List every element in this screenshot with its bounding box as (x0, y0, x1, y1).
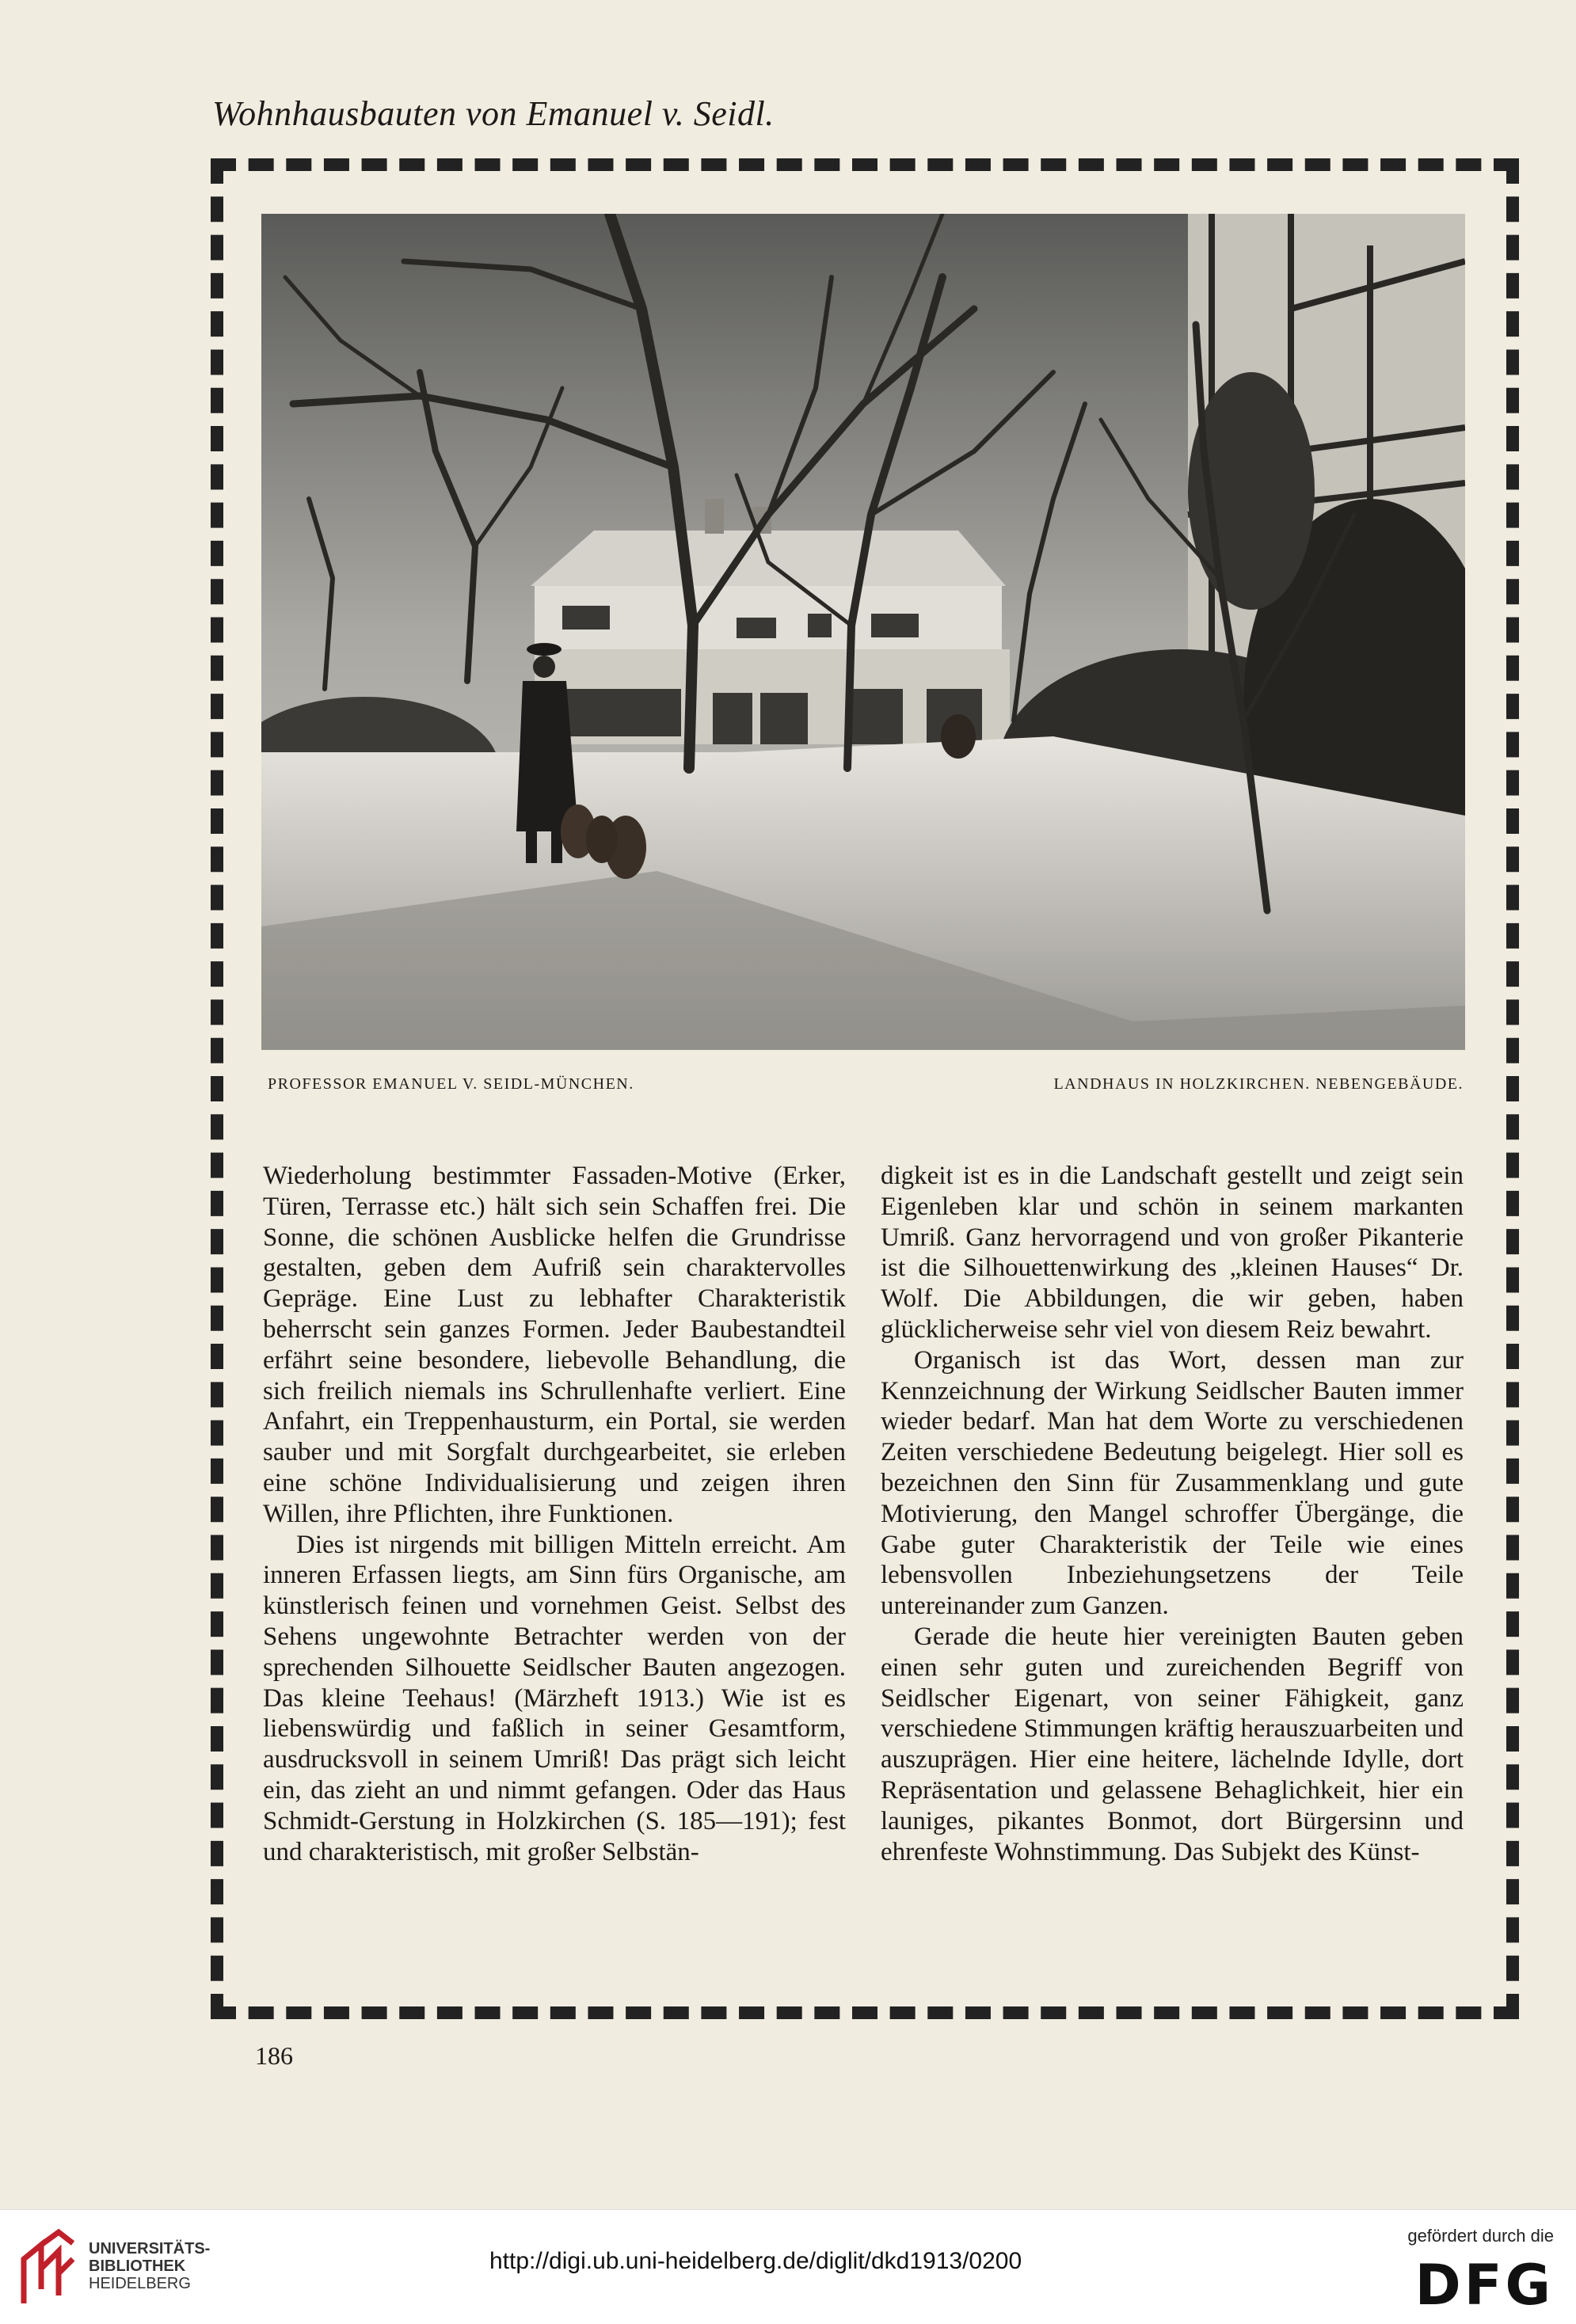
photograph-landhaus-holzkirchen (261, 214, 1465, 1050)
permalink-url[interactable]: http://digi.ub.uni-heidelberg.de/diglit/dkd1913/0200 (489, 2248, 1022, 2274)
library-name-line: BIBLIOTHEK (89, 2257, 186, 2275)
library-name-line: UNIVERSITÄTS- (89, 2240, 211, 2257)
paragraph: Wiederholung bestimmter Fassaden-Motive (Erker, Türen, Terrasse etc.) hält sich sein Schaffen frei. Die Sonne, die schönen Ausblicke helfen die Grundrisse gestalten, geben dem Aufriß sein charaktervolles Gepräge. Eine Lust zu lebhafter Charakteristik beherrscht sein ganzes Formen. Jeder Baubestandteil erfährt seine besondere, liebevolle Behandlung, die sich freilich niemals ins Schrullenhafte verliert. Eine Anfahrt, ein Treppenhausturm, ein Portal, sie werden sauber und mit Sorgfalt durchgearbeitet, sie erleben eine schöne Individualisierung und zeigen ihren Willen, ihre Pflichten, ihre Funktionen. (263, 1162, 846, 1528)
funded-by-label: gefördert durch die (1407, 2226, 1554, 2246)
figure-caption-right: LANDHAUS IN HOLZKIRCHEN. NEBENGEBÄUDE. (1053, 1075, 1464, 1093)
paragraph: Gerade die heute hier vereinigten Bauten geben einen sehr guten und zureichenden Begriff von Seidlscher Eigenart, von seiner Fähigkeit, ganz verschiedene Stimmungen kräftig herauszuarbeiten und auszuprägen. Hier eine heitere, lächelnde Idylle, dort Repräsentation und gelassene Behaglichkeit, hier ein launiges, pikantes Bonmot, dort Bürgersinn und ehrenfeste Wohnstimmung. Das Subjekt des Künst- (881, 1622, 1464, 1866)
figure-caption-left: PROFESSOR EMANUEL V. SEIDL-MÜNCHEN. (268, 1075, 634, 1093)
page-number: 186 (255, 2041, 293, 2070)
text-column-right (881, 1161, 1464, 1867)
running-head: Wohnhausbauten von Emanuel v. Seidl. (212, 94, 775, 133)
library-name-line: HEIDELBERG (89, 2275, 191, 2292)
dfg-logo: DFG (1414, 2253, 1554, 2318)
paragraph: Organisch ist das Wort, dessen man zur Kennzeichnung der Wirkung Seidlscher Bauten immer wieder bedarf. Man hat dem Worte zu verschiedenen Zeiten verschiedene Bedeutung beigelegt. Hier soll es bezeichnen den Sinn für Zusammenklang und gute Motivierung, den Mangel schroffer Übergänge, die Gabe guter Charakteristik der Teile wie eines lebensvollen Inbeziehungsetzens der Teile untereinander zum Ganzen. (881, 1345, 1464, 1621)
university-library-logo-icon (17, 2227, 78, 2310)
library-name (89, 2240, 210, 2292)
paragraph: digkeit ist es in die Landschaft gestellt und zeigt sein Eigenleben klar und schön in seinem markanten Umriß. Ganz hervorragend und von großer Pikanterie ist die Silhouettenwirkung des „kleinen Hauses“ Dr. Wolf. Die Abbildungen, die wir geben, haben glücklicherweise sehr viel von diesem Reiz bewahrt. (881, 1162, 1464, 1344)
paragraph: Dies ist nirgends mit billigen Mitteln erreicht. Am inneren Erfassen liegts, am Sinn fürs Organische, am künstlerisch feinen und vornehmen Geist. Selbst des Sehens ungewohnte Betrachter werden von der sprechenden Silhouette Seidlscher Bauten angezogen. Das kleine Teehaus! (Märzheft 1913.) Wie ist es liebenswürdig und faßlich in seiner Gesamtform, ausdrucksvoll in seinem Umriß! Das prägt sich leicht ein, das zieht an und nimmt gefangen. Oder das Haus Schmidt-Gerstung in Holzkirchen (S. 185—191); fest und charakteristisch, mit großer Selbstän- (263, 1530, 846, 1866)
viewer-footer (0, 2209, 1576, 2324)
text-column-left (263, 1161, 846, 1867)
